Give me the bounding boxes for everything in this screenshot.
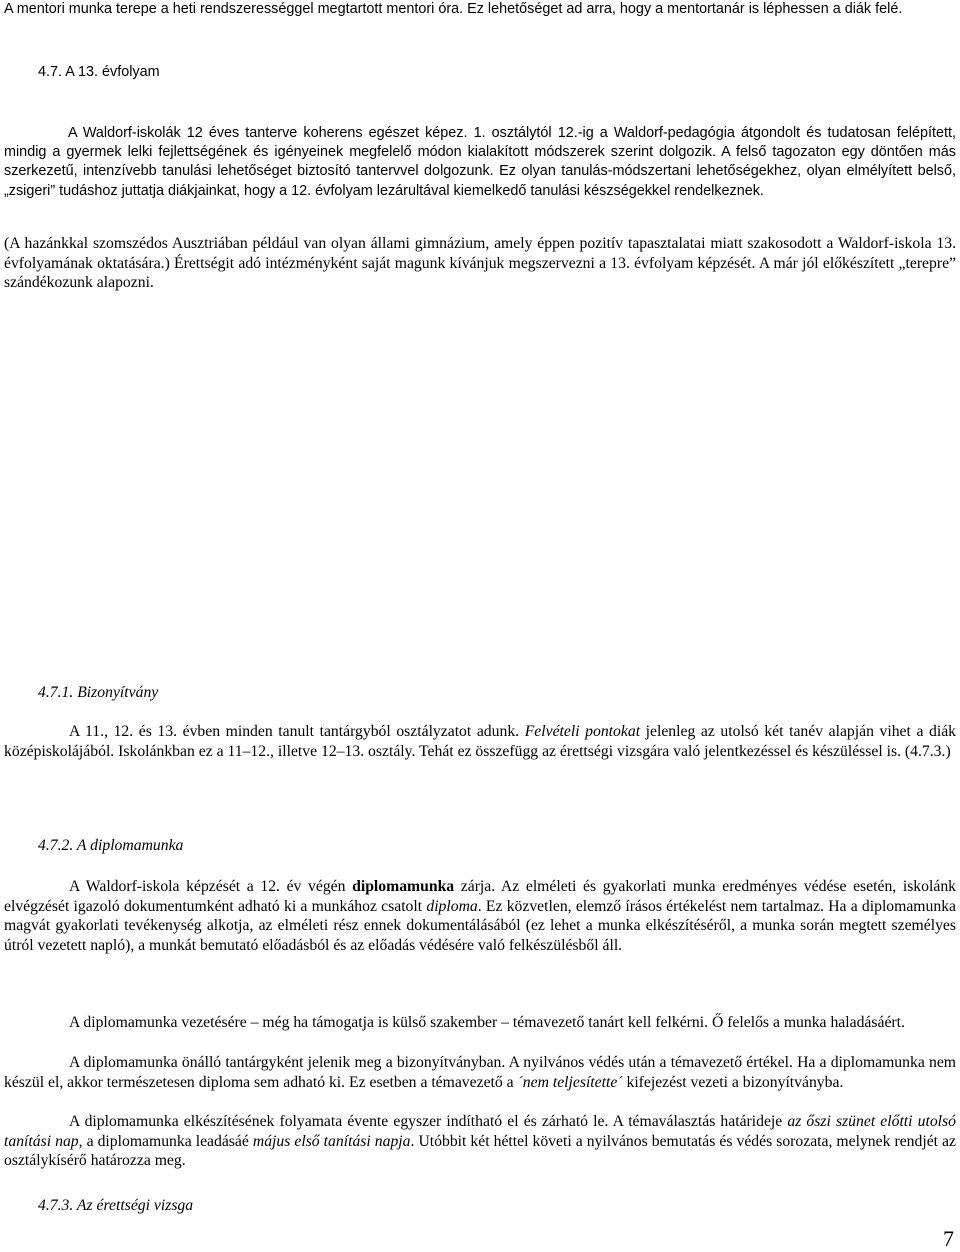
diploma3-text-b: kifejezést vezeti a bizonyítványba.	[626, 1073, 844, 1091]
paragraph-diploma-4	[4, 1112, 956, 1171]
diploma3-text-a: A diplomamunka önálló tantárgyként jelenik meg a bizonyítványban. A nyilvános védés után a témavezető értékel. Ha a diplomamunka nem készül el, akkor természetesen diploma sem adható ki. Ez esetben a témavezető a	[4, 1054, 956, 1091]
diploma3-italic: ´nem teljesítette´	[517, 1073, 623, 1091]
diploma4-text-b: , a diplomamunka leadásáé	[78, 1132, 249, 1150]
certificate-text-1: A 11., 12. és 13. évben minden tanult tantárgyból osztályzatot adunk.	[69, 723, 520, 740]
diploma-text-c: . Ez közvetlen, elemző írásos értékelést nem tartalmaz. Ha a diplomamunka magvát gyakorlati tevékenység alkotja, az elméleti rész ennek dokumentálásából (ez lehet a munka elkészítéséről, a munka során megtett személyes útról vezetett napló), a munkát bemutató előadásból és az előadás védésére való felkészülésből áll.	[4, 897, 957, 955]
intro-paragraph: A mentori munka terepe a heti rendszerességgel megtartott mentori óra. Ez lehetőséget ad arra, hogy a mentortanár is léphessen a diák felé.	[4, 1, 903, 17]
diploma4-text-c: . Utóbbit két héttel követi a nyilvános bemutatás és védés sorozata, melynek rendjét az osztálykísérő határozza meg.	[4, 1132, 956, 1170]
diploma-italic: diploma	[426, 897, 478, 915]
paragraph-austria: (A hazánkkal szomszédos Ausztriában például van olyan állami gimnázium, amely éppen pozitív tapasztalatai miatt szakosodott a Waldorf-iskola 13. évfolyamának oktatására.) Érettségit adó intézményként saját magunk kívánjuk megszervezni a 13. évfolyam képzését. A már jól előkészített „terepre” szándékozunk alapozni.	[4, 235, 956, 292]
page-number: 7	[943, 1226, 954, 1251]
paragraph-diploma-2: A diplomamunka vezetésére – még ha támogatja is külső szakember – témavezető tanárt kell felkérni. Ő felelős a munka haladásáért.	[69, 1014, 905, 1031]
section-title	[38, 64, 160, 80]
paragraph-diploma-3	[4, 1053, 956, 1092]
certificate-text-2: jelenleg az utolsó két tanév alapján vihet a diák középiskolájából. Iskolánkban ez a 11–12., illetve 12–13. osztály. Tehát ez összefügg az érettségi vizsgára való jelentkezéssel és készüléssel is. (4.7.3.)	[4, 723, 957, 760]
subsection-title-diploma: 4.7.2. A diplomamunka	[38, 837, 184, 854]
diploma-bold: diplomamunka	[352, 878, 455, 895]
paragraph-13th-year-part1: A Waldorf-iskolák 12 éves tanterve koherens egészet képez. 1. osztálytól 12.-ig a Waldorf-pedagógia átgondolt és tudatosan felépített, mindig a gyermek lelki fejlettségének és igényeinek megfelelő módon kialakított módszerek szerint dolgozik. A felső tagozaton egy döntően más szerkezetű, intenzívebb tanulási lehetőséget biztosító tantervvel dolgozunk. Ez olyan tanulás-módszertani lehetőségekhez, olyan elmélyített belső, „zsigeri” tudáshoz juttatja diákjainkat, hogy a 12. évfolyam lezárultával kiemelkedő tanulási készségekkel rendelkeznek.	[4, 125, 956, 199]
diploma-text-b: zárja. Az elméleti és gyakorlati munka eredményes védése esetén, iskolánk elvégzését igazoló dokumentumként adható ki a munkához csatolt	[4, 878, 957, 915]
diploma4-italic-2: május első tanítási napja	[252, 1132, 411, 1150]
certificate-italic: Felvételi pontokat	[524, 723, 641, 740]
section-title-text: 4.7. A 13. évfolyam	[38, 64, 160, 80]
diploma4-text-a: A diplomamunka elkészítésének folyamata évente egyszer indítható el és zárható le. A témaválasztás határideje	[69, 1113, 783, 1130]
paragraph-13th-year	[4, 124, 956, 201]
paragraph-diploma-1	[4, 877, 956, 956]
diploma-text-a: A Waldorf-iskola képzését a 12. év végén	[69, 878, 346, 895]
subsection-title-exam: 4.7.3. Az érettségi vizsga	[38, 1197, 194, 1214]
subsection-title-certificate: 4.7.1. Bizonyítvány	[38, 684, 159, 701]
diploma4-italic-1: az őszi szünet előtti utolsó tanítási nap	[4, 1113, 956, 1150]
paragraph-certificate	[4, 722, 956, 761]
